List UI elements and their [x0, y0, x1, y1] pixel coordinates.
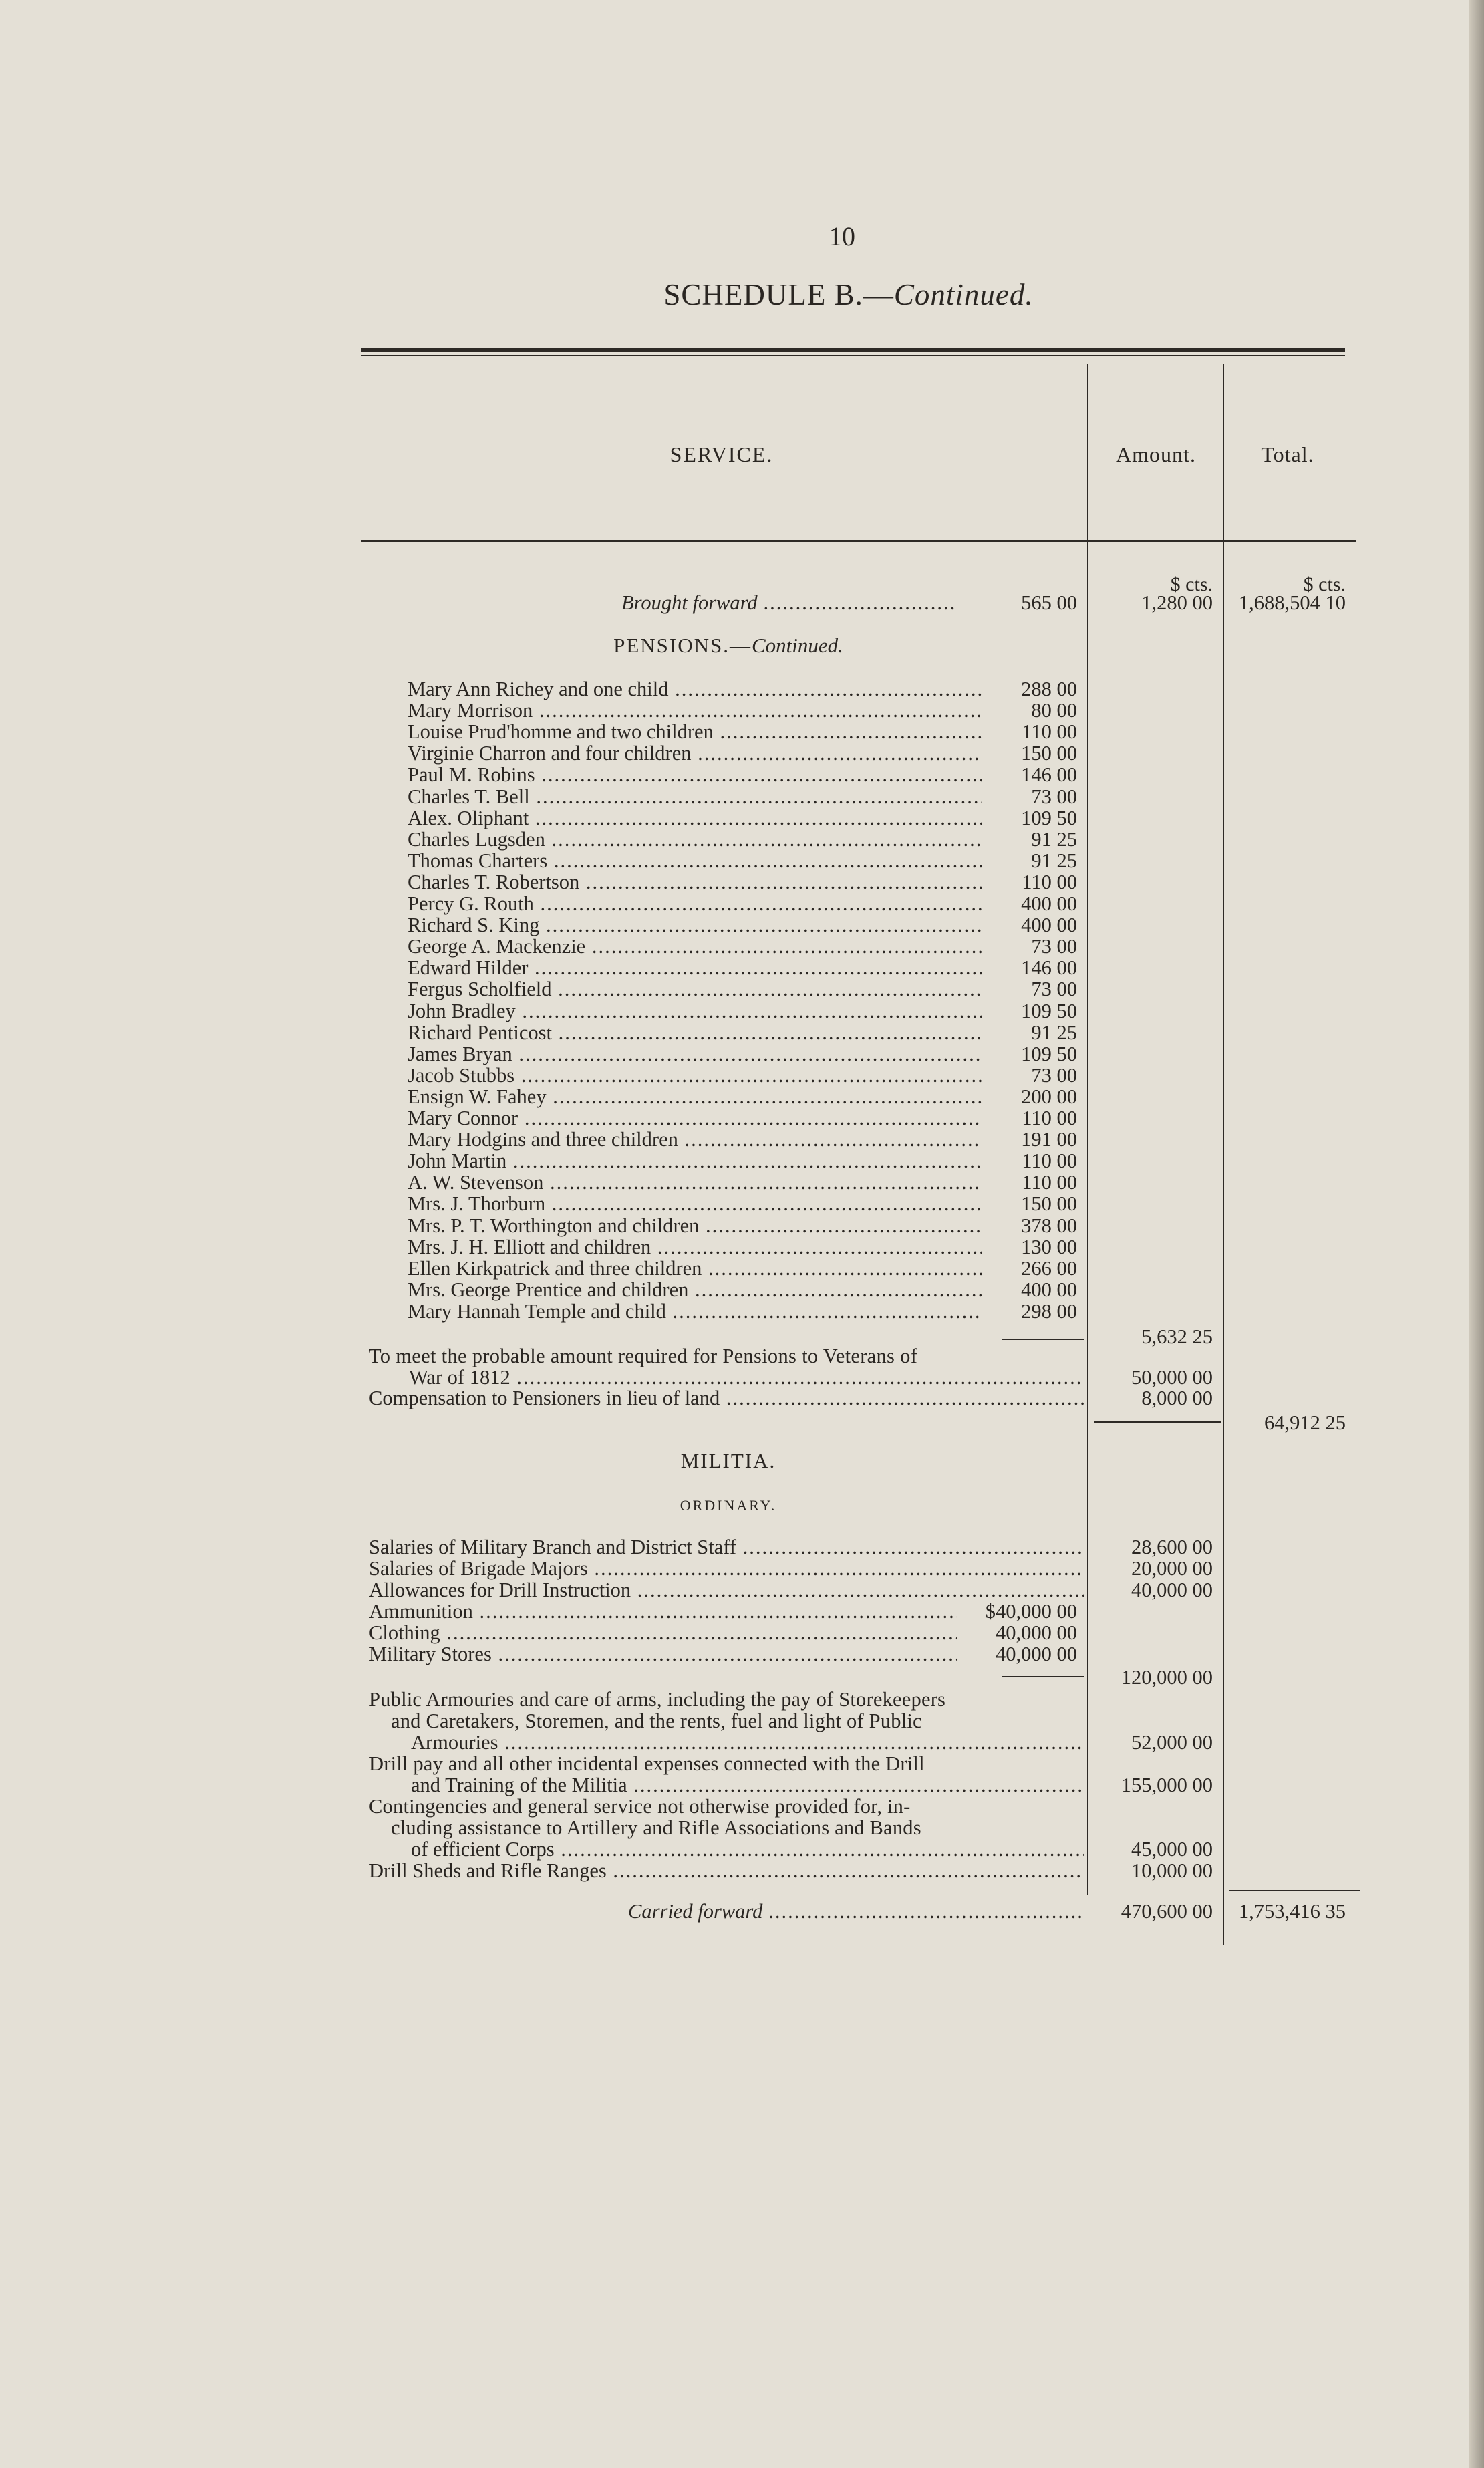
armouries-line-3: Armouries .....: [411, 1731, 1084, 1754]
schedule-title: [361, 277, 1336, 312]
ordinary-heading: ORDINARY.: [680, 1497, 777, 1514]
compensation-amount: 8,000 00: [1141, 1387, 1213, 1409]
pension-name: Percy G. Routh .....: [408, 892, 982, 915]
militia-item-label: Salaries of Brigade Majors .....: [369, 1557, 1084, 1580]
drill-pay-amount: 155,000 00: [1121, 1774, 1213, 1796]
column-header-total: Total.: [1261, 442, 1314, 466]
militia-subtotal: 120,000 00: [1121, 1666, 1213, 1689]
pension-name: Charles Lugsden .....: [408, 828, 982, 851]
pension-value: 400 00: [1021, 892, 1077, 915]
pension-value: 73 00: [1031, 978, 1077, 1001]
compensation-label: Compensation to Pensioners in lieu of land .....: [369, 1387, 1084, 1409]
column-header-amount: Amount.: [1116, 442, 1196, 466]
pension-value: 73 00: [1031, 1063, 1077, 1087]
drill-pay-line-2: and Training of the Militia .....: [411, 1774, 1084, 1796]
veterans-line-1: To meet the probable amount required for Pensions to Veterans of: [369, 1345, 918, 1367]
pension-value: 200 00: [1021, 1085, 1077, 1108]
carried-forward-total: 1,753,416 35: [1238, 1900, 1346, 1923]
pension-name: Richard S. King .....: [408, 914, 982, 936]
brought-forward-sub: 565 00: [1021, 591, 1077, 614]
pension-name: James Bryan .....: [408, 1043, 982, 1065]
militia-sub-item-value: $40,000 00: [985, 1600, 1077, 1623]
column-divider-amount: [1087, 364, 1088, 1895]
pension-value: 73 00: [1031, 785, 1077, 808]
pension-value: 400 00: [1021, 1278, 1077, 1301]
pension-name: Mary Connor .....: [408, 1107, 982, 1129]
pension-value: 80 00: [1031, 699, 1077, 722]
armouries-line-1: Public Armouries and care of arms, including the pay of Storekeepers: [369, 1688, 946, 1711]
contingencies-line-3: of efficient Corps .....: [411, 1838, 1084, 1861]
pension-value: 109 50: [1021, 1042, 1077, 1065]
veterans-line-2: War of 1812 .....: [409, 1366, 1084, 1389]
pension-value: 110 00: [1022, 1149, 1077, 1173]
pension-name: Mary Hodgins and three children .....: [408, 1128, 982, 1151]
carried-forward-label: Carried forward .....: [628, 1900, 1084, 1923]
pension-value: 73 00: [1031, 935, 1077, 958]
pension-value: 130 00: [1021, 1235, 1077, 1258]
pension-name: George A. Mackenzie .....: [408, 935, 982, 958]
brought-forward-label: Brought forward .....: [621, 591, 955, 614]
pensions-sub-rule: [1002, 1339, 1084, 1340]
armouries-line-2: and Caretakers, Storemen, and the rents, fuel and light of Public: [391, 1709, 922, 1732]
pension-value: 91 25: [1031, 827, 1077, 851]
pension-value: 110 00: [1022, 1107, 1077, 1129]
header-rule: [361, 348, 1345, 356]
militia-sub-item-label: Ammunition .....: [369, 1600, 957, 1623]
militia-item-label: Salaries of Military Branch and District Staff .....: [369, 1536, 1084, 1558]
pension-name: Virginie Charron and four children .....: [408, 742, 982, 765]
militia-sub-rule: [1002, 1676, 1084, 1677]
pension-name: Thomas Charters .....: [408, 849, 982, 872]
page-number: 10: [829, 221, 855, 251]
pension-value: 110 00: [1022, 1171, 1077, 1194]
pensions-total-rule: [1094, 1421, 1221, 1423]
pension-name: Charles T. Robertson .....: [408, 871, 982, 894]
pension-name: Mrs. P. T. Worthington and children .....: [408, 1214, 982, 1237]
pension-name: Mrs. J. H. Elliott and children .....: [408, 1236, 982, 1258]
pension-name: John Bradley .....: [408, 1000, 982, 1022]
pensions-heading-continued: Continued.: [751, 634, 843, 657]
pension-value: 109 50: [1021, 999, 1077, 1022]
pension-name: Ellen Kirkpatrick and three children .....: [408, 1257, 982, 1280]
pension-name: Mary Ann Richey and one child .....: [408, 678, 982, 700]
column-header-rule: [361, 540, 1356, 542]
pension-name: A. W. Stevenson .....: [408, 1171, 982, 1194]
column-header-service: SERVICE.: [670, 442, 774, 466]
militia-heading: MILITIA.: [680, 1449, 776, 1472]
veterans-amount: 50,000 00: [1131, 1366, 1213, 1389]
pension-value: 298 00: [1021, 1299, 1077, 1323]
militia-sub-item-value: 40,000 00: [996, 1621, 1077, 1644]
militia-item-amount: 20,000 00: [1131, 1557, 1213, 1580]
pension-value: 191 00: [1021, 1128, 1077, 1151]
total-units: $ cts.: [1303, 573, 1346, 595]
pension-value: 150 00: [1021, 1192, 1077, 1216]
drill-pay-line-1: Drill pay and all other incidental expenses connected with the Drill: [369, 1752, 925, 1775]
pension-value: 91 25: [1031, 1020, 1077, 1044]
pensions-subtotal: 5,632 25: [1141, 1325, 1213, 1348]
title-continued: Continued.: [893, 278, 1034, 311]
pension-value: 288 00: [1021, 678, 1077, 700]
pension-value: 150 00: [1021, 742, 1077, 765]
drill-sheds-amount: 10,000 00: [1131, 1859, 1213, 1882]
pension-name: Mary Hannah Temple and child .....: [408, 1300, 982, 1323]
contingencies-line-2: cluding assistance to Artillery and Rifle Associations and Bands: [391, 1816, 921, 1839]
carried-forward-rule: [1229, 1890, 1360, 1891]
pension-name: John Martin .....: [408, 1149, 982, 1172]
pension-value: 146 00: [1021, 763, 1077, 787]
drill-sheds-label: Drill Sheds and Rifle Ranges .....: [369, 1859, 1084, 1882]
brought-forward-total: 1,688,504 10: [1238, 591, 1346, 614]
armouries-amount: 52,000 00: [1131, 1731, 1213, 1754]
pension-name: Louise Prud'homme and two children .....: [408, 720, 982, 743]
pension-name: Edward Hilder .....: [408, 956, 982, 979]
militia-sub-item-label: Military Stores .....: [369, 1643, 957, 1665]
pensions-total: 64,912 25: [1264, 1411, 1346, 1434]
pension-name: Jacob Stubbs .....: [408, 1064, 982, 1087]
pension-value: 109 50: [1021, 806, 1077, 829]
pensions-heading-main: PENSIONS.—: [613, 634, 752, 657]
page-edge: [1469, 0, 1484, 2468]
amount-units: $ cts.: [1170, 573, 1213, 595]
militia-item-label: Allowances for Drill Instruction .....: [369, 1579, 1084, 1601]
pension-value: 400 00: [1021, 914, 1077, 937]
pension-name: Mrs. J. Thorburn .....: [408, 1192, 982, 1215]
militia-item-amount: 28,600 00: [1131, 1536, 1213, 1558]
carried-forward-amount: 470,600 00: [1121, 1900, 1213, 1923]
pension-name: Alex. Oliphant .....: [408, 807, 982, 829]
pension-value: 266 00: [1021, 1256, 1077, 1280]
pension-value: 91 25: [1031, 849, 1077, 872]
title-main: SCHEDULE B.—: [663, 278, 894, 311]
contingencies-amount: 45,000 00: [1131, 1838, 1213, 1861]
pension-name: Ensign W. Fahey .....: [408, 1085, 982, 1108]
pension-value: 378 00: [1021, 1214, 1077, 1237]
pension-value: 110 00: [1022, 720, 1077, 744]
militia-sub-item-label: Clothing .....: [369, 1621, 957, 1644]
militia-sub-item-value: 40,000 00: [996, 1643, 1077, 1665]
pension-name: Paul M. Robins .....: [408, 763, 982, 786]
pension-name: Richard Penticost .....: [408, 1021, 982, 1044]
brought-forward-amount: 1,280 00: [1141, 591, 1213, 614]
pension-name: Fergus Scholfield .....: [408, 978, 982, 1000]
contingencies-line-1: Contingencies and general service not otherwise provided for, in-: [369, 1795, 911, 1818]
militia-item-amount: 40,000 00: [1131, 1579, 1213, 1601]
pension-value: 146 00: [1021, 956, 1077, 980]
pension-value: 110 00: [1022, 870, 1077, 894]
pension-name: Mary Morrison .....: [408, 699, 982, 722]
pension-name: Mrs. George Prentice and children .....: [408, 1278, 982, 1301]
pension-name: Charles T. Bell .....: [408, 785, 982, 808]
pensions-heading: [595, 634, 862, 658]
